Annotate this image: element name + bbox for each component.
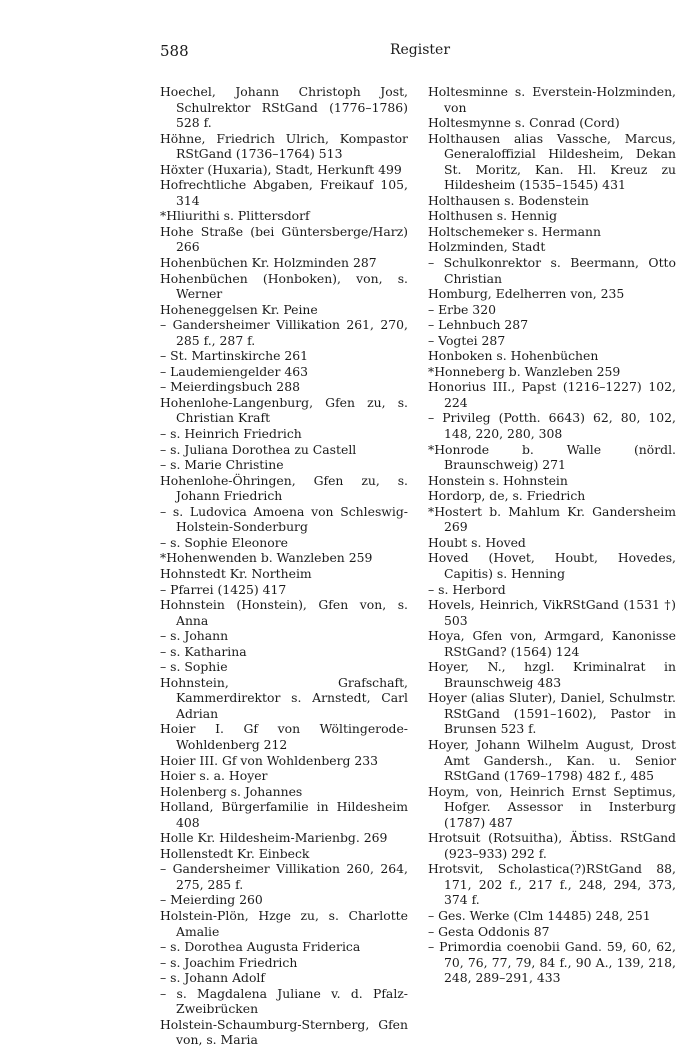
index-entry: – s. Dorothea Augusta Friderica xyxy=(160,939,361,955)
index-entry: – Meierding 260 xyxy=(160,892,263,908)
index-entry: – s. Herbord xyxy=(428,581,506,597)
index-entry: Hohnstein (Honstein), Gfen von, s. Anna xyxy=(160,597,408,628)
index-entry: Hovels, Heinrich, VikRStGand (1531 †) 503 xyxy=(428,597,676,628)
index-entry: Homburg, Edelherren von, 235 xyxy=(428,286,625,302)
index-entry: Holthusen s. Hennig xyxy=(428,208,558,224)
running-head: Register xyxy=(389,42,451,58)
index-entry: – Privileg (Potth. 6643) 62, 80, 102, 148, 220, 280, 308 xyxy=(428,410,676,442)
index-entry: – Vogtei 287 xyxy=(428,332,506,348)
index-entry: Hohnstedt Kr. Northeim xyxy=(160,565,312,581)
index-entry: – Gesta Oddonis 87 xyxy=(428,923,550,939)
index-entry: Holland, Bürgerfamilie in Hildesheim 408 xyxy=(160,799,408,830)
index-entry: *Honrode b. Walle (nördl. Braunschweig) 271 xyxy=(428,441,676,473)
index-entry: Hoier III. Gf von Wohldenberg 233 xyxy=(160,752,379,768)
index-entry: Hohenlohe-Langenburg, Gfen zu, s. Christian Kraft xyxy=(160,394,408,426)
index-entry: Hoier s. a. Hoyer xyxy=(160,768,268,784)
index-entry: Hoyer, Johann Wilhelm August, Drost Amt Gandersh., Kan. u. Senior RStGand (1769–1798) 482 f., 485 xyxy=(428,736,676,784)
index-entry: Hohenbüchen (Honboken), von, s. Werner xyxy=(160,270,408,302)
index-entry: *Hostert b. Mahlum Kr. Gandersheim 269 xyxy=(428,503,676,535)
index-entry: – St. Martinskirche 261 xyxy=(160,348,308,364)
index-entry: – Pfarrei (1425) 417 xyxy=(160,581,287,597)
index-entry: Holthausen s. Bodenstein xyxy=(428,192,589,208)
index-entry: Holthausen alias Vassche, Marcus, Generaloffizial Hildesheim, Dekan St. Moritz, Kan. Hl. Kreuz zu Hildesheim (1535–1545) 431 xyxy=(428,130,676,193)
index-entry: Hoya, Gfen von, Armgard, Kanonisse RStGand? (1564) 124 xyxy=(428,628,676,659)
index-entry: – s. Sophie xyxy=(160,659,228,675)
index-entry: Hollenstedt Kr. Einbeck xyxy=(160,845,310,861)
index-entry: – s. Johann Adolf xyxy=(160,970,265,986)
index-entry: – s. Marie Christine xyxy=(160,457,284,473)
index-entry: – Gandersheimer Villikation 260, 264, 275, 285 f. xyxy=(160,861,408,892)
index-entry: Hordorp, de, s. Friedrich xyxy=(428,488,586,504)
index-entry: – s. Joachim Friedrich xyxy=(160,954,298,970)
index-entry: Holtschemeker s. Hermann xyxy=(428,223,601,239)
index-entry: Hoechel, Johann Christoph Jost, Schulrektor RStGand (1776–1786) 528 f. xyxy=(160,84,408,131)
index-entry: – Meierdingsbuch 288 xyxy=(160,379,300,395)
index-entry: Höxter (Huxaria), Stadt, Herkunft 499 xyxy=(160,161,402,177)
index-entry: Houbt s. Hoved xyxy=(428,534,526,550)
index-entry: – s. Heinrich Friedrich xyxy=(160,426,302,442)
index-entry: – Lehnbuch 287 xyxy=(428,317,529,333)
index-entry: Hrotsvit, Scholastica(?)RStGand 88, 171, 202 f., 217 f., 248, 294, 373, 374 f. xyxy=(428,861,676,908)
page-header xyxy=(160,42,680,62)
index-entry: – s. Juliana Dorothea zu Castell xyxy=(160,441,357,457)
index-entry: – s. Katharina xyxy=(160,643,247,659)
index-entry: Holstein-Schaumburg-Sternberg, Gfen von, s. Maria xyxy=(160,1016,408,1048)
index-entry: – s. Johann xyxy=(160,628,229,644)
index-entry: *Honneberg b. Wanzleben 259 xyxy=(428,363,621,379)
index-entry: Hoyer (alias Sluter), Daniel, Schulmstr. RStGand (1591–1602), Pastor in Brunsen 523 f. xyxy=(428,690,676,737)
index-entry: Hohe Straße (bei Güntersberge/Harz) 266 xyxy=(160,223,408,255)
index-entry: Honstein s. Hohnstein xyxy=(428,472,568,488)
index-entry: – Gandersheimer Villikation 261, 270, 285 f., 287 f. xyxy=(160,317,408,348)
index-entry: Hofrechtliche Abgaben, Freikauf 105, 314 xyxy=(160,177,408,208)
index-entry: Holtesminne s. Everstein-Holzminden, von xyxy=(428,84,676,115)
index-entry: Hoyer, N., hzgl. Kriminalrat in Braunschweig 483 xyxy=(428,659,676,690)
index-entry: Holzminden, Stadt xyxy=(428,239,546,255)
index-entry: Hohenlohe-Öhringen, Gfen zu, s. Johann Friedrich xyxy=(160,472,408,504)
index-entry: Hoheneggelsen Kr. Peine xyxy=(160,301,318,317)
index-entry: Hoved (Hovet, Houbt, Hovedes, Capitis) s. Henning xyxy=(428,550,676,581)
index-entry: Holle Kr. Hildesheim-Marienbg. 269 xyxy=(160,830,388,846)
index-entry: *Hliurithi s. Plittersdorf xyxy=(160,208,310,224)
index-entry: Hrotsuit (Rotsuitha), Äbtiss. RStGand (923–933) 292 f. xyxy=(428,830,676,861)
index-entry: – Ges. Werke (Clm 14485) 248, 251 xyxy=(428,907,651,923)
index-entry: – s. Sophie Eleonore xyxy=(160,534,288,550)
index-entry: Honorius III., Papst (1216–1227) 102, 224 xyxy=(428,379,676,410)
index-entry: – Laudemiengelder 463 xyxy=(160,363,309,379)
index-entry: – Erbe 320 xyxy=(428,301,496,317)
index-entry: – Schulkonrektor s. Beermann, Otto Christian xyxy=(428,255,676,286)
page-number: 588 xyxy=(160,42,189,60)
index-entry: Hohnstein, Grafschaft, Kammerdirektor s. Arnstedt, Carl Adrian xyxy=(160,674,408,721)
index-entry: Hohenbüchen Kr. Holzminden 287 xyxy=(160,255,377,271)
index-entry: Höhne, Friedrich Ulrich, Kompastor RStGand (1736–1764) 513 xyxy=(160,130,408,162)
index-entry: – s. Ludovica Amoena von Schleswig-Holstein-Sonderburg xyxy=(160,503,408,535)
right-column xyxy=(428,84,676,986)
index-entry: *Hohenwenden b. Wanzleben 259 xyxy=(160,550,373,566)
index-entry: Holstein-Plön, Hzge zu, s. Charlotte Amalie xyxy=(160,907,408,939)
index-entry: – Primordia coenobii Gand. 59, 60, 62, 70, 76, 77, 79, 84 f., 90 A., 139, 218, 248, 289–291, 433 xyxy=(428,939,676,986)
index-entry: – s. Magdalena Juliane v. d. Pfalz-Zweibrücken xyxy=(160,985,408,1017)
index-entry: Holtesmynne s. Conrad (Cord) xyxy=(428,115,620,131)
index-entry: Hoier I. Gf von Wöltingerode-Wohldenberg 212 xyxy=(160,721,408,752)
left-column xyxy=(160,84,408,1048)
index-entry: Holenberg s. Johannes xyxy=(160,783,303,799)
index-entry: Honboken s. Hohenbüchen xyxy=(428,348,599,364)
index-entry: Hoym, von, Heinrich Ernst Septimus, Hofger. Assessor in Insterburg (1787) 487 xyxy=(428,783,676,830)
